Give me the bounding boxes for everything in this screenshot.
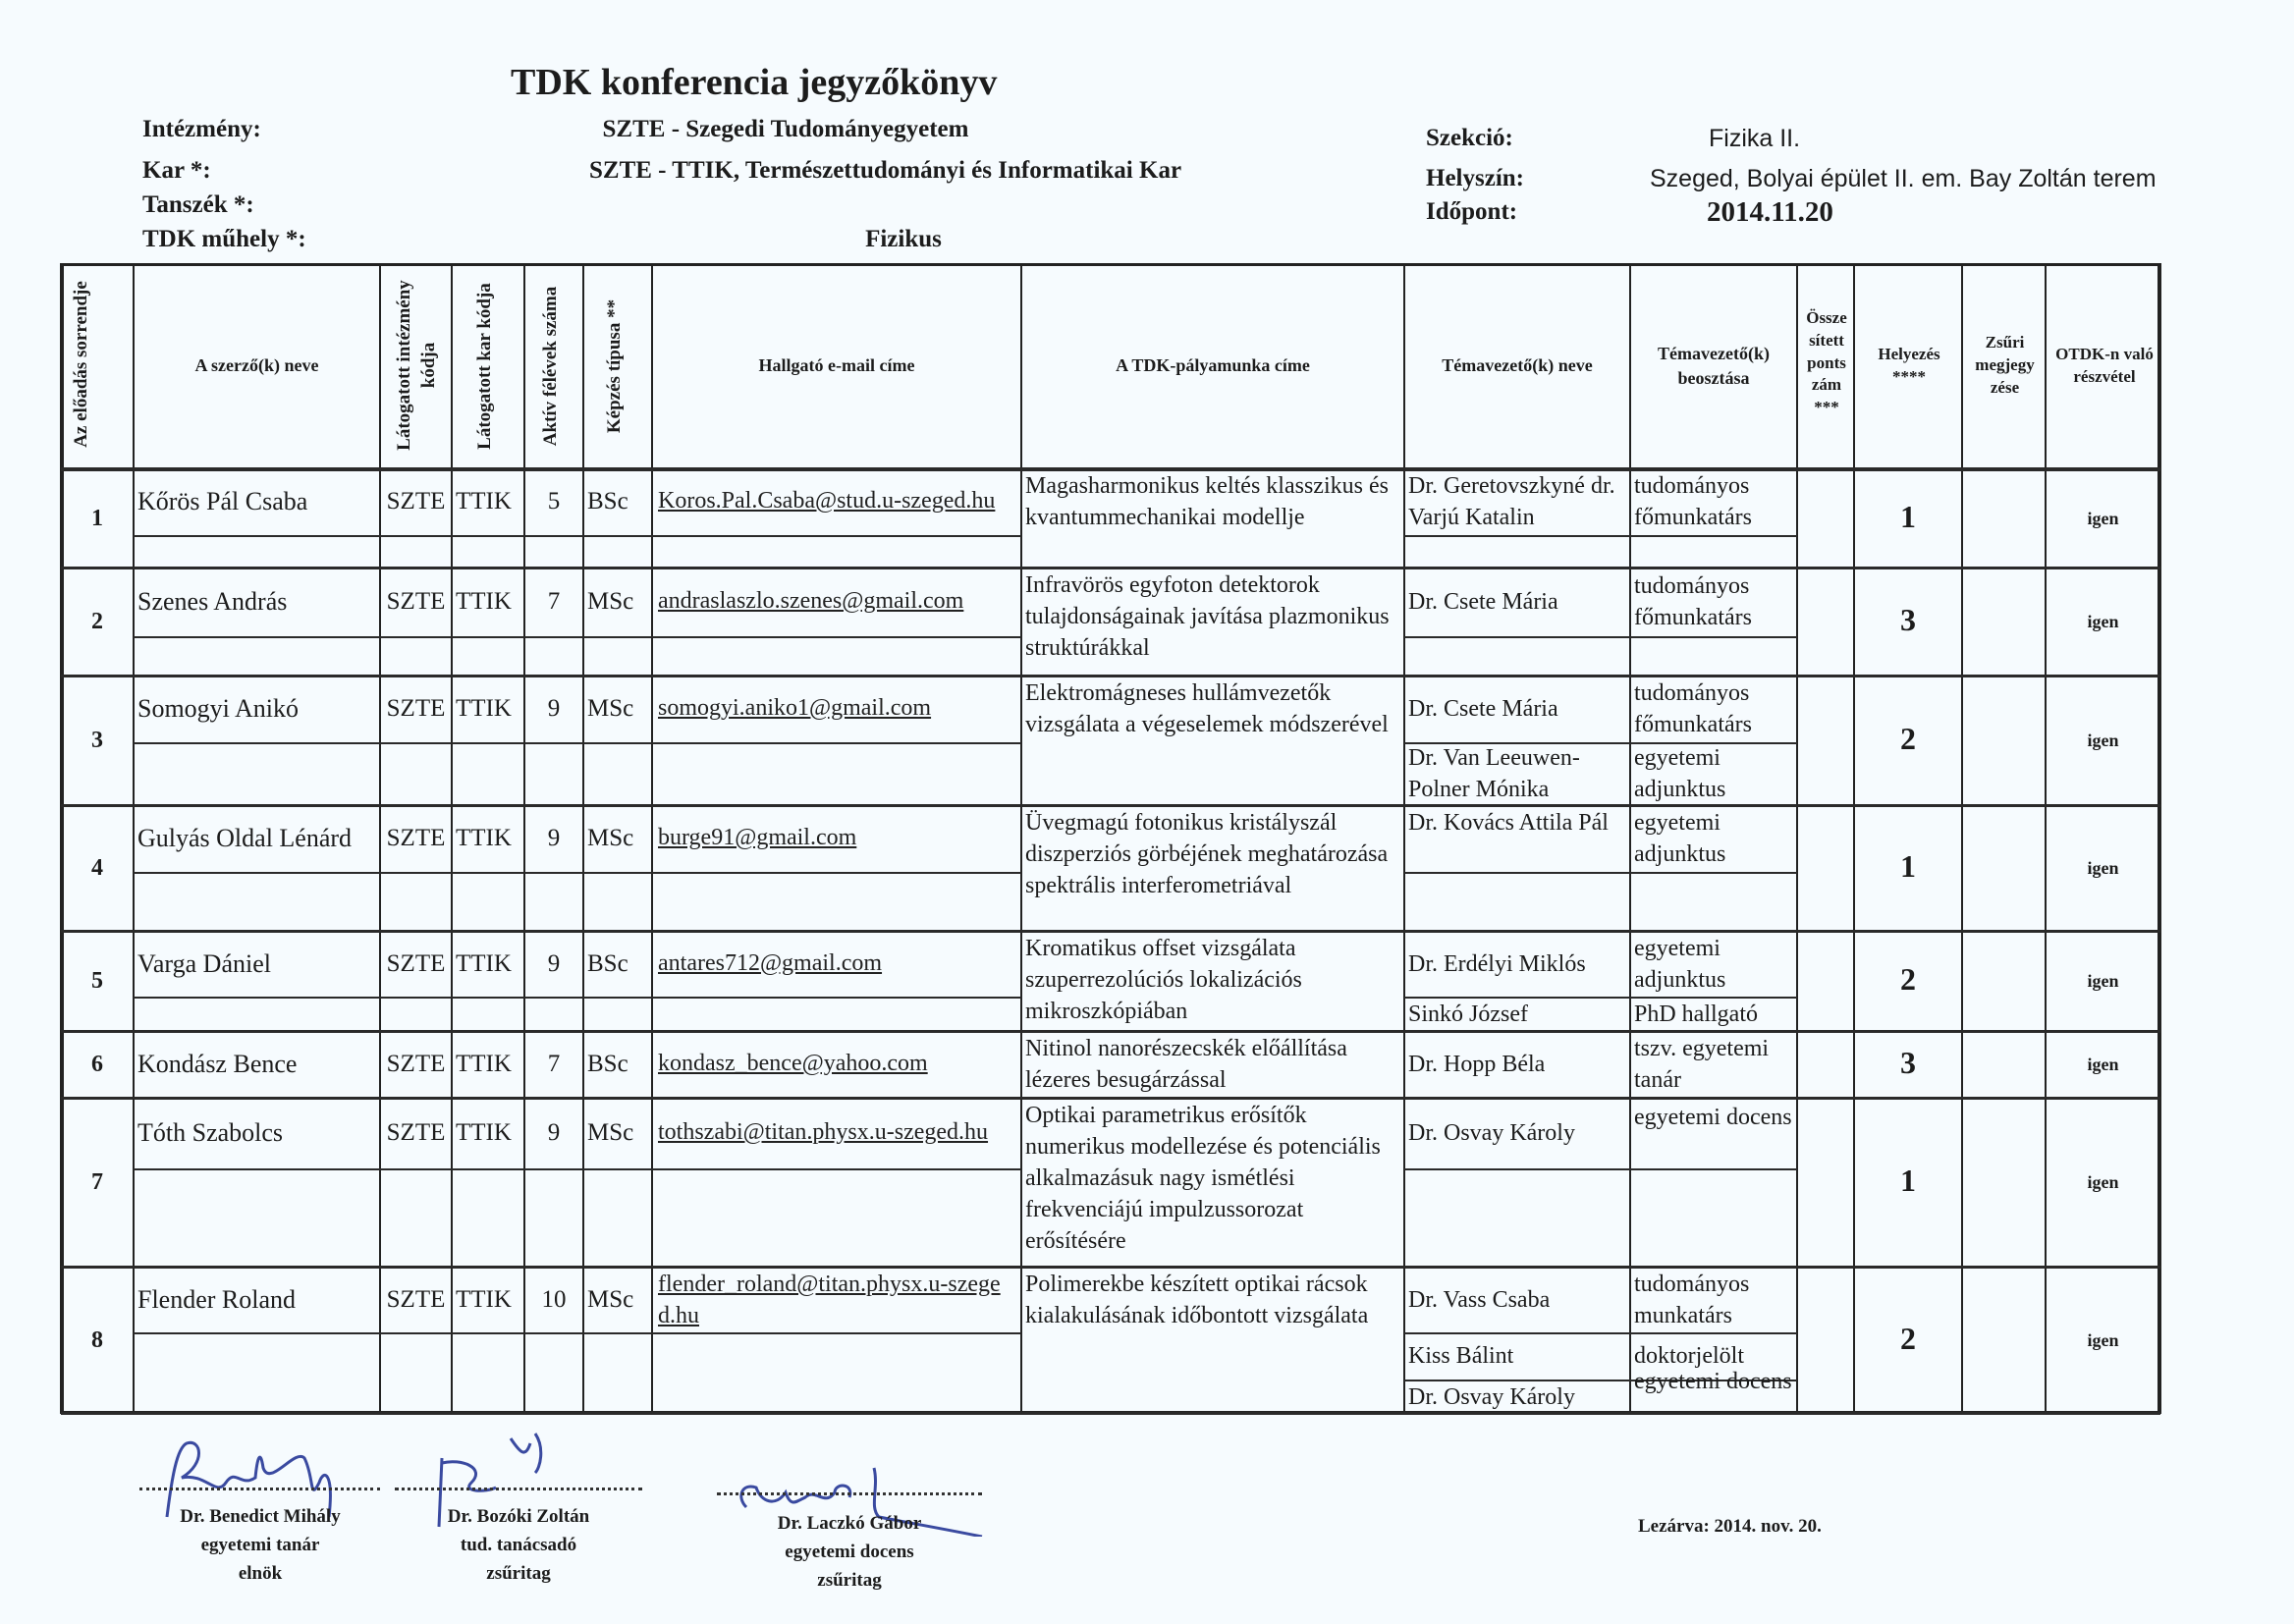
otdk-participation: igen [2087, 1055, 2119, 1074]
author-name: Flender Roland [137, 1284, 297, 1314]
signer-1 [137, 1502, 383, 1588]
supervisor-position: egyetemi docens [1634, 1368, 1792, 1394]
rank-value: 1 [1900, 848, 1916, 884]
active-semesters: 7 [547, 1051, 561, 1077]
supervisor-name: Sinkó József [1408, 1001, 1528, 1027]
faculty-code: TTIK [456, 1285, 512, 1313]
sub-row-divider [134, 872, 1021, 874]
supervisor-position: egyetemi adjunktus [1634, 745, 1726, 802]
header-supervisor-name: Témavezető(k) neve [1442, 355, 1593, 376]
signer-2 [395, 1502, 642, 1588]
signature-line-2 [395, 1488, 642, 1490]
work-title: Polimerekbe készített optikai rácsok kialakulásának időbontott vizsgálata [1025, 1272, 1369, 1328]
author-name: Szenes András [137, 587, 288, 616]
author-name: Somogyi Anikó [137, 694, 299, 723]
header-email: Hallgató e-mail címe [758, 355, 915, 376]
rank-value: 2 [1900, 1321, 1916, 1356]
author-name: Kondász Bence [137, 1050, 298, 1078]
institution-label: Intézmény: [142, 116, 261, 142]
author-name: Kőrös Pál Csaba [137, 487, 308, 515]
supervisor-name: Dr. Hopp Béla [1408, 1052, 1546, 1077]
active-semesters: 9 [547, 949, 561, 977]
supervisor-position: egyetemi docens [1634, 1105, 1792, 1130]
active-semesters: 9 [547, 1119, 561, 1146]
header-rank: Helyezés **** [1878, 344, 1940, 386]
supervisor-position: egyetemi adjunktus [1634, 810, 1726, 867]
faculty-code: TTIK [456, 1119, 512, 1146]
training-type: MSc [587, 825, 634, 851]
faculty-code: TTIK [456, 949, 512, 977]
header-training: Képzés típusa ** [604, 298, 625, 434]
institution-code: SZTE [386, 825, 446, 851]
work-title: Üvegmagú fotonikus kristályszál diszperziós görbéjének meghatározása spektrális interferometriával [1025, 810, 1389, 898]
sub-row-divider [134, 997, 1021, 999]
faculty-code: TTIK [456, 588, 512, 615]
signer-1-role: elnök [238, 1563, 283, 1584]
faculty-code: TTIK [456, 825, 512, 851]
supervisor-name: Dr. Geretovszkyné dr. Varjú Katalin [1408, 473, 1615, 530]
email-link[interactable]: Koros.Pal.Csaba@stud.u-szeged.hu [658, 488, 996, 514]
supervisor-name: Dr. Csete Mária [1408, 589, 1558, 615]
otdk-participation: igen [2087, 612, 2119, 631]
sub-row-divider [134, 742, 1021, 744]
faculty-code: TTIK [456, 488, 512, 514]
row-order: 7 [91, 1169, 103, 1195]
work-title: Nitinol nanorészecskék előállítása lézeres besugárzással [1025, 1036, 1347, 1093]
active-semesters: 7 [547, 588, 561, 615]
column-divider [2159, 263, 2161, 1414]
supervisor-divider [1404, 1168, 1797, 1170]
signature-line-3 [717, 1492, 982, 1495]
header-institution-code: Látogatott intézmény kódja [394, 280, 439, 451]
institution-code: SZTE [386, 488, 446, 514]
supervisor-name: Dr. Vass Csaba [1408, 1286, 1551, 1313]
rank-value: 2 [1900, 721, 1916, 756]
supervisor-name: Dr. Osvay Károly [1408, 1383, 1575, 1410]
email-link[interactable]: andraslaszlo.szenes@gmail.com [658, 588, 964, 614]
supervisor-name: Dr. Csete Mária [1408, 696, 1558, 722]
signer-2-position: tud. tanácsadó [460, 1535, 577, 1555]
signer-1-position: egyetemi tanár [200, 1535, 320, 1555]
faculty-code: TTIK [456, 695, 512, 722]
supervisor-name: Dr. Erdélyi Miklós [1408, 950, 1586, 977]
supervisor-divider [1404, 636, 1797, 638]
supervisor-position: tudományos főmunkatárs [1634, 473, 1752, 530]
supervisor-position: PhD hallgató [1634, 1001, 1758, 1027]
otdk-participation: igen [2087, 1172, 2119, 1192]
document-title-text: TDK konferencia jegyzőkönyv [511, 62, 998, 103]
closed-date: Lezárva: 2014. nov. 20. [1638, 1516, 1822, 1537]
supervisor-divider [1404, 872, 1797, 874]
faculty-label: Kar *: [142, 157, 211, 184]
signer-1-name: Dr. Benedict Mihály [180, 1506, 341, 1527]
training-type: BSc [587, 949, 628, 977]
row-order: 4 [91, 855, 103, 881]
workshop-value: Fizikus [865, 226, 942, 252]
date-value: 2014.11.20 [1707, 196, 1833, 228]
active-semesters: 9 [547, 695, 561, 722]
location-value: Szeged, Bolyai épület II. em. Bay Zoltán terem [1650, 165, 2157, 192]
otdk-participation: igen [2087, 971, 2119, 991]
institution-code: SZTE [386, 695, 446, 722]
email-link[interactable]: antares712@gmail.com [658, 949, 883, 976]
otdk-participation: igen [2087, 1330, 2119, 1350]
signer-3-position: egyetemi docens [785, 1542, 914, 1562]
rank-value: 1 [1900, 498, 1916, 534]
sub-row-divider [134, 535, 1021, 537]
supervisor-divider [1404, 1332, 1797, 1334]
work-title: Magasharmonikus keltés klasszikus és kvantummechanikai modellje [1025, 473, 1389, 530]
work-title: Elektromágneses hullámvezetők vizsgálata a végeselemek módszerével [1025, 680, 1389, 737]
header-order: Az előadás sorrendje [71, 281, 91, 448]
row-order: 3 [91, 728, 103, 753]
sub-row-divider [134, 1332, 1021, 1334]
training-type: BSc [587, 488, 628, 514]
signer-2-role: zsűritag [486, 1563, 551, 1584]
workshop-label: TDK műhely *: [142, 226, 306, 252]
header-faculty-code: Látogatott kar kódja [474, 283, 495, 450]
email-link[interactable]: flender_roland@titan.physx.u-szeged.hu [658, 1272, 1001, 1328]
table-bottom-border [61, 1412, 2160, 1415]
email-link[interactable]: somogyi.aniko1@gmail.com [658, 695, 932, 721]
author-name: Gulyás Oldal Lénárd [137, 824, 353, 852]
work-title: Infravörös egyfoton detektorok tulajdonságainak javítása plazmonikus struktúrákkal [1025, 572, 1390, 661]
supervisor-position: tszv. egyetemi tanár [1634, 1036, 1770, 1093]
author-name: Varga Dániel [137, 948, 271, 978]
supervisor-position: tudományos főmunkatárs [1634, 573, 1752, 630]
row-order: 1 [91, 505, 103, 531]
row-order: 5 [91, 968, 103, 994]
header-otdk: OTDK-n való részvétel [2055, 344, 2154, 386]
work-title: Optikai parametrikus erősítők numerikus modellezése és potenciális alkalmazásuk nagy ismétlési frekvenciájú impulzussorozat erősítésére [1025, 1103, 1381, 1254]
header-jury: Zsűri megjegy zése [1975, 333, 2035, 397]
supervisor-position: egyetemi adjunktus [1634, 935, 1726, 993]
header-semesters: Aktív félévek száma [540, 286, 561, 447]
faculty-value: SZTE - TTIK, Természettudományi és Informatikai Kar [589, 157, 1182, 184]
signature-line-1 [139, 1488, 380, 1490]
row-order: 2 [91, 609, 103, 634]
supervisor-name: Kiss Bálint [1408, 1343, 1514, 1369]
row-order: 8 [91, 1327, 103, 1353]
header-authors: A szerző(k) neve [194, 355, 319, 376]
training-type: MSc [587, 1119, 634, 1146]
training-type: MSc [587, 1285, 634, 1313]
header-points: Össze sített ponts zám *** [1806, 307, 1847, 417]
supervisor-name: Dr. Osvay Károly [1408, 1120, 1575, 1146]
institution-code: SZTE [386, 1051, 446, 1077]
rank-value: 3 [1900, 602, 1916, 637]
active-semesters: 10 [541, 1285, 567, 1313]
supervisor-name: Dr. Kovács Attila Pál [1408, 810, 1609, 836]
section-value: Fizika II. [1709, 125, 1801, 152]
section-label: Szekció: [1426, 125, 1513, 151]
training-type: MSc [587, 695, 634, 722]
supervisor-position: tudományos munkatárs [1634, 1271, 1750, 1328]
sub-row-divider [134, 636, 1021, 638]
institution-value: SZTE - Szegedi Tudományegyetem [602, 116, 969, 142]
column-divider [1961, 263, 1963, 1414]
email-link[interactable]: burge91@gmail.com [658, 825, 857, 850]
faculty-code: TTIK [456, 1051, 512, 1077]
institution-code: SZTE [386, 588, 446, 615]
sub-row-divider [134, 1168, 1021, 1170]
supervisor-position: tudományos főmunkatárs [1634, 680, 1752, 737]
work-title: Kromatikus offset vizsgálata szuperrezolúciós lokalizációs mikroszkópiában [1025, 936, 1302, 1024]
rank-value: 2 [1900, 961, 1916, 997]
column-divider [1796, 263, 1798, 1414]
row-order: 6 [91, 1052, 103, 1077]
author-name: Tóth Szabolcs [137, 1118, 284, 1147]
supervisor-position: doktorjelölt [1634, 1343, 1744, 1369]
training-type: MSc [587, 588, 634, 615]
active-semesters: 5 [547, 488, 561, 514]
department-label: Tanszék *: [142, 191, 254, 218]
date-label: Időpont: [1426, 198, 1518, 225]
rank-value: 1 [1900, 1163, 1916, 1198]
signer-3-role: zsűritag [817, 1570, 882, 1591]
supervisor-name: Dr. Van Leeuwen-Polner Mónika [1408, 745, 1580, 802]
otdk-participation: igen [2087, 508, 2119, 528]
institution-code: SZTE [386, 1119, 446, 1146]
active-semesters: 9 [547, 825, 561, 851]
header-supervisor-position: Témavezető(k) beosztása [1658, 344, 1770, 388]
institution-code: SZTE [386, 949, 446, 977]
otdk-participation: igen [2087, 731, 2119, 750]
email-link[interactable]: tothszabi@titan.physx.u-szeged.hu [658, 1119, 989, 1145]
otdk-participation: igen [2087, 858, 2119, 878]
signer-3 [717, 1509, 982, 1595]
institution-code: SZTE [386, 1285, 446, 1313]
signer-2-name: Dr. Bozóki Zoltán [447, 1506, 590, 1527]
column-divider [60, 263, 62, 1414]
rank-value: 3 [1900, 1045, 1916, 1080]
signer-3-name: Dr. Laczkó Gábor [777, 1513, 922, 1534]
header-title: A TDK-pályamunka címe [1116, 355, 1310, 376]
email-link[interactable]: kondasz_bence@yahoo.com [658, 1051, 928, 1076]
supervisor-divider [1404, 535, 1797, 537]
training-type: BSc [587, 1051, 628, 1077]
location-label: Helyszín: [1426, 165, 1524, 191]
